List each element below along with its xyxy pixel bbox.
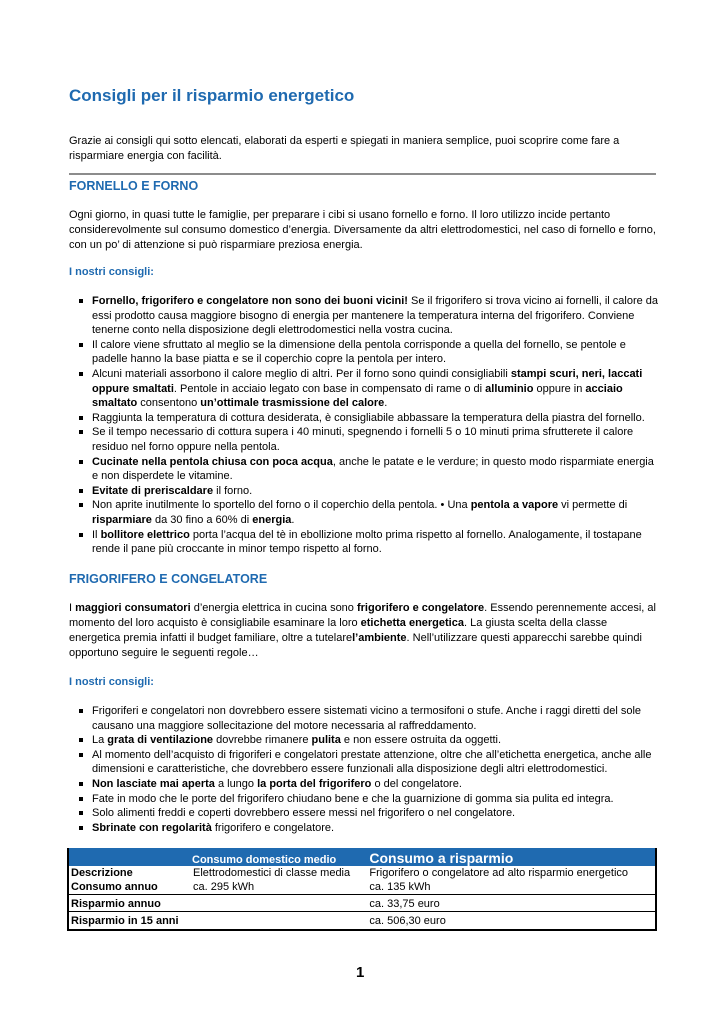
table-row [68, 866, 656, 880]
bold-text: pentola a vapore [470, 499, 559, 512]
row-label: Risparmio in 15 anni [68, 912, 191, 931]
bold-text: Evitate di preriscaldare [92, 484, 214, 497]
bold-text: Sbrinate con regolarità [92, 821, 212, 834]
text-run: Il [92, 528, 101, 541]
table-row [68, 912, 656, 931]
text-run: o del congelatore. [371, 777, 462, 790]
section-heading-frigorifero: FRIGORIFERO E CONGELATORE [69, 572, 268, 586]
text-run: , anche le patate e le verdure; in questo modo risparmiate energia e non disperdete le vitamine. [92, 455, 654, 483]
section-heading-fornello: FORNELLO E FORNO [69, 179, 199, 193]
bold-text: Fornello, frigorifero e congelatore non sono dei buoni vicini! [92, 295, 408, 307]
section-paragraph-fornello: Ogni giorno, in quasi tutte le famiglie, per preparare i cibi si usano fornello e forno. Il loro utilizzo incide pertanto considerevolmente sul consumo domestico d’energia. Diversamente da altri elettrodomestici, nel caso di fornello e forno, con un po’ di attenzione si può risparmiare preziosa energia. [69, 209, 656, 251]
text-run: I [69, 602, 76, 614]
list-item [77, 425, 660, 454]
text-run: dovrebbe rimanere [213, 734, 312, 747]
text-run: . [291, 513, 295, 526]
list-item [77, 411, 660, 426]
text-run: consentono [137, 397, 201, 410]
row-label: Descrizione [68, 866, 191, 880]
row-right: Frigorifero o congelatore ad alto risparmio energetico [367, 866, 656, 880]
row-right: ca. 33,75 euro [367, 895, 656, 912]
list-item [77, 806, 660, 821]
row-mid: Elettrodomestici di classe media [193, 867, 351, 879]
bold-text: acciaio smaltato [92, 382, 623, 410]
bold-text: grata di ventilazione [107, 734, 214, 747]
row-right: ca. 135 kWh [367, 880, 656, 895]
bold-text: risparmiare [92, 513, 152, 526]
list-item [77, 528, 660, 557]
bold-text: maggiori consumatori [75, 602, 191, 614]
text-run: Frigoriferi e congelatori non dovrebbero essere sistemati vicino a termosifoni o stufe. Anche i raggi diretti del sole causano una maggiore sollecitazione del motore necessaria al raffreddamento. [92, 705, 642, 732]
bold-text: energia [252, 513, 292, 526]
list-item [77, 338, 660, 367]
text-run: . La giusta scelta della classe energetica premia infatti il budget familiare, oltre a tutelare [69, 617, 608, 644]
list-item [77, 704, 660, 733]
divider [69, 173, 656, 175]
table-row [68, 895, 656, 912]
bold-text: la porta del frigorifero [257, 777, 372, 790]
bold-text: etichetta energetica [360, 617, 464, 629]
text-run: Al momento dell’acquisto di frigoriferi e congelatori prestate attenzione, oltre che all’etichetta energetica, anche alle dimensioni e caratteristiche, che dovrebbero essere funzionali alla disposizione degli altri elettrodomestici. [92, 748, 652, 776]
page-title: Consigli per il risparmio energetico [69, 86, 355, 105]
savings-table [67, 848, 657, 931]
text-run: . [384, 397, 388, 410]
row-right: ca. 506,30 euro [367, 912, 656, 931]
tips-list-fornello [77, 294, 660, 557]
bold-text: Non lasciate mai aperta [92, 777, 215, 790]
list-item [77, 733, 660, 748]
text-run: Se il tempo necessario di cottura supera i 40 minuti, spegnendo i fornelli 5 o 10 minuti prima sfrutterete il calore residuo nel forno oppure nella pentola. [92, 426, 634, 453]
tips-label-fornello: I nostri consigli: [69, 266, 154, 278]
list-item [77, 484, 660, 499]
table-header-right: Consumo a risparmio [367, 848, 656, 866]
text-run: . Essendo perennemente accesi, al momento del loro acquisto è consigliabile esaminare la loro [69, 602, 656, 629]
tips-list-frigorifero [77, 704, 660, 835]
text-run: vi permette di [558, 499, 628, 512]
text-run: d’energia elettrica in cucina sono [190, 602, 357, 614]
text-run: porta l’acqua del tè in ebollizione molto prima rispetto al fornello. Analogamente, il tostapane rende il pane più croccante in minor tempo rispetto al forno. [92, 528, 642, 556]
text-run: frigorifero e congelatore. [211, 821, 335, 834]
table-header-mid: Consumo domestico medio [68, 848, 367, 866]
bold-text: l’ambiente [352, 632, 407, 644]
text-run: da 30 fino a 60% di [151, 513, 253, 526]
bold-text: stampi scuri, neri, laccati oppure smaltati [92, 367, 643, 395]
text-run: . Nell’utilizzare questi apparecchi sarebbe quindi opportuno seguire le seguenti regole… [69, 632, 642, 659]
list-item [77, 777, 660, 792]
tips-label-frigorifero: I nostri consigli: [69, 676, 154, 688]
text-run: La [92, 734, 108, 747]
text-run: oppure in [533, 382, 586, 395]
row-label: Consumo annuo [68, 880, 191, 895]
text-run: Il calore viene sfruttato al meglio se la dimensione della pentola corrisponde a quella del fornello, se pentole e padelle hanno la base piatta e se il coperchio copre la pentola per intero. [92, 338, 626, 366]
table-row [68, 880, 656, 895]
row-mid: ca. 295 kWh [193, 881, 255, 893]
text-run: Raggiunta la temperatura di cottura desiderata, è consigliabile abbassare la temperatura della piastra del fornello. [92, 411, 645, 424]
list-item [77, 498, 660, 527]
row-mid [191, 912, 367, 931]
list-item [77, 821, 660, 836]
section-paragraph-frigorifero [69, 601, 659, 661]
text-run: Non aprite inutilmente lo sportello del forno o il coperchio della pentola. • Una [92, 499, 471, 512]
list-item [77, 748, 660, 777]
text-run: . Pentole in acciaio legato con base in compensato di rame o di [173, 382, 486, 395]
text-run: Se il frigorifero si trova vicino ai fornelli, il calore da essi prodotto causa maggiore bisogno di energia per mantenere la temperatura interna del frigorifero. Conviene tenerne conto nella disposizione degli elettrodomestici nella vostra cucina. [92, 295, 659, 337]
bold-text: pulita [311, 734, 341, 747]
list-item [77, 294, 660, 338]
text-run: Fate in modo che le porte del frigorifero chiudano bene e che la guarnizione di gomma sia pulita ed integra. [92, 792, 614, 805]
bold-text: Cucinate nella pentola chiusa con poca acqua [92, 455, 333, 468]
list-item [77, 455, 660, 484]
page-number: 1 [356, 964, 365, 981]
bold-text: frigorifero e congelatore [356, 602, 485, 614]
intro-paragraph: Grazie ai consigli qui sotto elencati, elaborati da esperti e spiegati in maniera semplice, puoi scoprire come fare a risparmiare energia con facilità. [69, 135, 620, 162]
bold-text: alluminio [485, 382, 534, 395]
text-run: Solo alimenti freddi e coperti dovrebbero essere messi nel frigorifero o nel congelatore. [92, 807, 516, 820]
list-item [77, 792, 660, 807]
text-run: Alcuni materiali assorbono il calore meglio di altri. Per il forno sono quindi consigliabili [92, 367, 511, 380]
row-label: Risparmio annuo [68, 895, 191, 912]
bold-text: un’ottimale trasmissione del calore [200, 397, 385, 410]
text-run: il forno. [213, 484, 253, 497]
row-mid [191, 895, 367, 912]
list-item [77, 367, 660, 411]
text-run: a lungo [214, 777, 258, 790]
bold-text: bollitore elettrico [100, 528, 190, 541]
text-run: e non essere ostruita da oggetti. [340, 734, 502, 747]
